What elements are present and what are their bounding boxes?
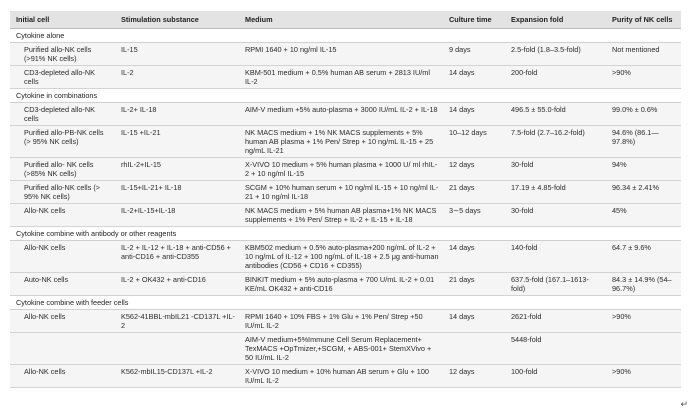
cell-culture-time: 14 days [443, 310, 505, 333]
cell-initial-cell [10, 333, 115, 365]
cell-medium: X-VIVO 10 medium + 10% human AB serum + Glu + 100 IU/mL IL-2 [239, 365, 443, 388]
section-row [10, 29, 681, 43]
cell-stimulation-substance: rhIL-2+IL-15 [115, 158, 239, 181]
cell-purity: >90% [606, 310, 681, 333]
table-row [10, 204, 681, 227]
cell-expansion-fold: 30-fold [505, 204, 606, 227]
cell-culture-time: 14 days [443, 66, 505, 89]
cell-expansion-fold: 5448-fold [505, 333, 606, 365]
cell-expansion-fold: 2621-fold [505, 310, 606, 333]
cell-medium: RPMI 1640 + 10% FBS + 1% Glu + 1% Pen/ Strep +50 IU/mL IL-2 [239, 310, 443, 333]
cell-expansion-fold: 30-fold [505, 158, 606, 181]
cell-purity: 94% [606, 158, 681, 181]
cell-purity: >90% [606, 365, 681, 388]
cell-purity: 45% [606, 204, 681, 227]
table-row [10, 103, 681, 126]
cell-stimulation-substance: IL-15 +IL-21 [115, 126, 239, 158]
header-culture-time: Culture time [443, 11, 505, 29]
cell-expansion-fold: 2.5-fold (1.8–3.5-fold) [505, 43, 606, 66]
table-header [10, 11, 681, 29]
cell-medium: KBM502 medium + 0.5% auto-plasma+200 ng/mL of IL-2 + 10 ng/mL of IL-12 + 100 ng/mL of IL-18 + 2.5 μg anti-human antibodies (CD56 + CD16 + CD355) [239, 241, 443, 273]
cell-medium: RPMI 1640 + 10 ng/ml IL-15 [239, 43, 443, 66]
cell-stimulation-substance: IL-15 [115, 43, 239, 66]
cell-initial-cell: CD3-depleted allo-NK cells [10, 103, 115, 126]
table-row [10, 333, 681, 365]
cell-purity: 99.0% ± 0.6% [606, 103, 681, 126]
header-purity: Purity of NK cells [606, 11, 681, 29]
cell-medium: AIM-V medium+5%Immune Cell Serum Replacement+ TexMACS +OpTmizer,+SCGM, + ABS-001+ StemXVivo + 50 IU/mL IL-2 [239, 333, 443, 365]
cell-culture-time: 10–12 days [443, 126, 505, 158]
cell-expansion-fold: 17.19 ± 4.85-fold [505, 181, 606, 204]
cell-stimulation-substance [115, 333, 239, 365]
cell-initial-cell: Allo-NK cells [10, 204, 115, 227]
cell-stimulation-substance: K562-41BBL-mbIL21 -CD137L +IL-2 [115, 310, 239, 333]
nk-expansion-table [10, 11, 681, 388]
cell-expansion-fold: 637.5-fold (167.1–1613-fold) [505, 273, 606, 296]
section-title: Cytokine combine with antibody or other reagents [10, 227, 681, 241]
cell-culture-time: 9 days [443, 43, 505, 66]
cell-culture-time: 21 days [443, 273, 505, 296]
cell-medium: SCGM + 10% human serum + 10 ng/ml IL-15 + 10 ng/ml IL-21 + 10 ng/ml IL-18 [239, 181, 443, 204]
header-initial-cell: Initial cell [10, 11, 115, 29]
cell-medium: AIM-V medium +5% auto-plasma + 3000 IU/mL IL-2 + IL-18 [239, 103, 443, 126]
cell-stimulation-substance: IL-2+IL-15+IL-18 [115, 204, 239, 227]
table-row [10, 43, 681, 66]
cell-initial-cell: Purified allo-NK cells (> 95% NK cells) [10, 181, 115, 204]
cell-medium: BINKIT medium + 5% auto-plasma + 700 U/mL IL-2 + 0.01 KE/mL OK432 + anti-CD16 [239, 273, 443, 296]
cell-medium: KBM-501 medium + 0.5% human AB serum + 2813 IU/ml IL-2 [239, 66, 443, 89]
table-row [10, 181, 681, 204]
header-medium: Medium [239, 11, 443, 29]
cell-initial-cell: Purified allo-PB-NK cells (> 95% NK cells) [10, 126, 115, 158]
cell-stimulation-substance: IL-15+IL-21+ IL-18 [115, 181, 239, 204]
cell-culture-time: 3∼5 days [443, 204, 505, 227]
section-row [10, 296, 681, 310]
cell-expansion-fold: 200-fold [505, 66, 606, 89]
cell-purity: Not mentioned [606, 43, 681, 66]
cell-expansion-fold: 140-fold [505, 241, 606, 273]
cell-stimulation-substance: IL-2 + OK432 + anti-CD16 [115, 273, 239, 296]
section-row [10, 227, 681, 241]
cell-stimulation-substance: IL-2 [115, 66, 239, 89]
section-title: Cytokine in combinations [10, 89, 681, 103]
table-row [10, 126, 681, 158]
table-row [10, 66, 681, 89]
cell-culture-time: 12 days [443, 158, 505, 181]
cell-medium: X-VIVO 10 medium + 5% human plasma + 1000 U/ ml rhIL-2 + 10 ng/ml IL-15 [239, 158, 443, 181]
header-stimulation-substance: Stimulation substance [115, 11, 239, 29]
cell-culture-time: 14 days [443, 241, 505, 273]
return-mark: ↵ [680, 399, 688, 409]
cell-purity: 94.6% (86.1—97.8%) [606, 126, 681, 158]
cell-initial-cell: CD3-depleted allo-NK cells [10, 66, 115, 89]
cell-purity: 64.7 ± 9.6% [606, 241, 681, 273]
header-row [10, 11, 681, 29]
cell-culture-time: 12 days [443, 365, 505, 388]
table-row [10, 273, 681, 296]
table-row [10, 158, 681, 181]
cell-stimulation-substance: K562-mbIL15-CD137L +IL-2 [115, 365, 239, 388]
cell-stimulation-substance: IL-2 + IL-12 + IL-18 + anti-CD56 + anti-CD16 + anti-CD355 [115, 241, 239, 273]
cell-expansion-fold: 7.5-fold (2.7–16.2-fold) [505, 126, 606, 158]
table-row [10, 310, 681, 333]
cell-medium: NK MACS medium + 1% NK MACS supplements + 5% human AB plasma + 1% Pen/ Strep + 10 ng/mL IL-15 + 25 ng/mL IL-21 [239, 126, 443, 158]
cell-medium: NK MACS medium + 5% human AB plasma+1% NK MACS supplements + 1% Pen/ Strep + IL-2 + IL-15 + IL-18 [239, 204, 443, 227]
cell-initial-cell: Allo-NK cells [10, 241, 115, 273]
cell-culture-time [443, 333, 505, 365]
cell-culture-time: 14 days [443, 103, 505, 126]
section-title: Cytokine combine with feeder cells [10, 296, 681, 310]
cell-purity: 84.3 ± 14.9% (54–96.7%) [606, 273, 681, 296]
cell-culture-time: 21 days [443, 181, 505, 204]
cell-initial-cell: Allo-NK cells [10, 310, 115, 333]
cell-expansion-fold: 100-fold [505, 365, 606, 388]
cell-initial-cell: Purified allo- NK cells (>85% NK cells) [10, 158, 115, 181]
cell-purity [606, 333, 681, 365]
cell-expansion-fold: 496.5 ± 55.0-fold [505, 103, 606, 126]
header-expansion-fold: Expansion fold [505, 11, 606, 29]
cell-initial-cell: Allo-NK cells [10, 365, 115, 388]
cell-stimulation-substance: IL-2+ IL-18 [115, 103, 239, 126]
section-title: Cytokine alone [10, 29, 681, 43]
table-row [10, 241, 681, 273]
cell-purity: >90% [606, 66, 681, 89]
table-row [10, 365, 681, 388]
section-row [10, 89, 681, 103]
table-body [10, 29, 681, 388]
cell-initial-cell: Auto-NK cells [10, 273, 115, 296]
cell-purity: 96.34 ± 2.41% [606, 181, 681, 204]
cell-initial-cell: Purified allo-NK cells (>91% NK cells) [10, 43, 115, 66]
